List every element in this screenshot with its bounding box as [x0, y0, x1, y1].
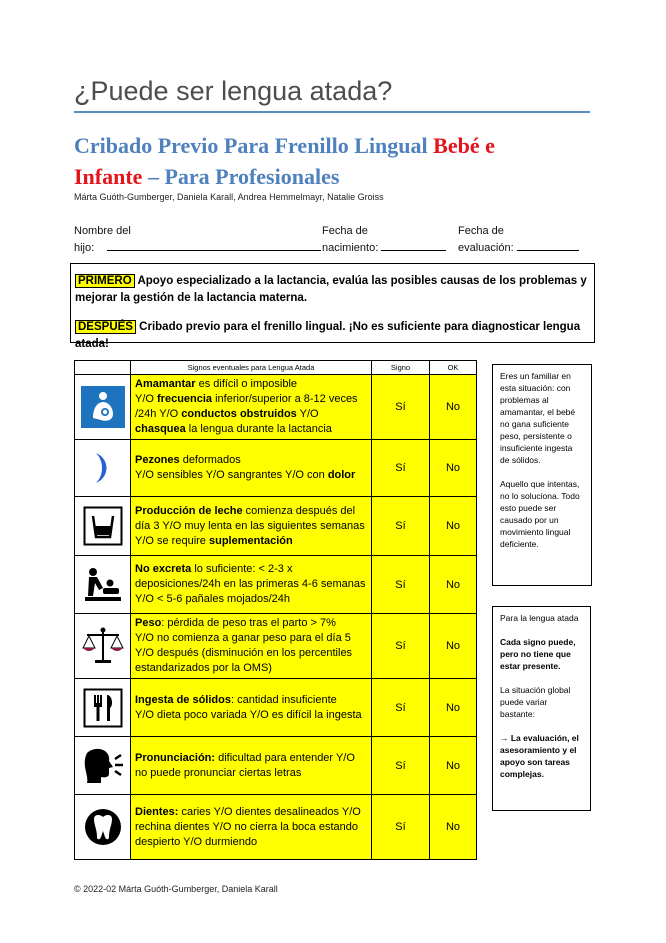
speaking-head-icon [75, 747, 130, 785]
sign-icon-cell [75, 679, 131, 737]
table-row [75, 497, 477, 556]
sign-text: dificultad para entender Y/O no puede pronunciar ciertas letras [135, 751, 355, 779]
sign-text: es difícil o imposible [195, 378, 298, 390]
then-tag: DESPUÉS [75, 320, 136, 334]
signs-table [74, 360, 477, 860]
birth-date-line[interactable] [381, 239, 446, 251]
scale-icon [75, 626, 130, 666]
then-text: Cribado previo para el frenillo lingual. ¡No es suficiente para diagnosticar lengua atada! [75, 321, 581, 350]
subtitle-part-4: – Para Profesionales [147, 164, 340, 189]
eval-date-field[interactable] [458, 223, 579, 256]
sign-description [131, 440, 372, 497]
intro-box [70, 263, 595, 350]
subtitle-part-1: Cribado Previo Para Frenillo Lingual [74, 133, 428, 158]
sign-yes-cell[interactable]: Sí [372, 679, 430, 737]
family-info-p1: Eres un familiar en esta situación: con problemas al amamantar, el bebé no gana suficiente peso, persistente o insuficiente ingesta de sólidos. [500, 371, 576, 465]
header-icon-cell [75, 361, 131, 375]
eval-date-label-2: evaluación: [458, 242, 514, 254]
intro-first [75, 273, 590, 307]
header-sign: Signo [372, 361, 430, 375]
sign-keyword: conductos obstruidos [181, 408, 297, 420]
tongue-info-p1: Para la lengua atada [500, 613, 579, 623]
sign-text: Y/O [296, 408, 319, 420]
child-name-field[interactable] [74, 223, 321, 256]
sign-yes-cell[interactable]: Sí [372, 440, 430, 497]
sign-yes-cell[interactable]: Sí [372, 795, 430, 860]
diaper-change-icon [75, 566, 130, 604]
header-ok: OK [430, 361, 477, 375]
sign-no-cell[interactable]: No [430, 679, 477, 737]
first-tag: PRIMERO [75, 274, 135, 288]
sign-icon-cell [75, 737, 131, 795]
sign-keyword: Dientes: [135, 805, 179, 818]
sign-no-cell[interactable]: No [430, 440, 477, 497]
sign-keyword: Ingesta de sólidos [135, 693, 231, 706]
table-row [75, 375, 477, 440]
sign-no-cell[interactable]: No [430, 737, 477, 795]
sign-keyword: frecuencia [157, 393, 213, 405]
sign-keyword: suplementación [208, 534, 293, 547]
birth-date-label-2: nacimiento: [322, 242, 379, 254]
sign-no-cell[interactable]: No [430, 375, 477, 440]
sign-keyword: chasquea [135, 423, 186, 435]
sign-icon-cell [75, 375, 131, 440]
sign-yes-cell[interactable]: Sí [372, 556, 430, 614]
sign-yes-cell[interactable]: Sí [372, 614, 430, 679]
sign-yes-cell[interactable]: Sí [372, 497, 430, 556]
first-text: Apoyo especializado a la lactancia, evalúa las posibles causas de los problemas y mejorar la gestión de la lactancia materna. [75, 275, 587, 304]
sign-text: lo suficiente: < 2-3 x deposiciones/24h en las primeras 4-6 semanas Y/O < 5-6 pañales mojados/24h [135, 563, 366, 605]
sign-description [131, 737, 372, 795]
subtitle-part-3: Infante [74, 164, 143, 189]
tooth-icon [75, 807, 130, 847]
sign-text: Y/O con [282, 469, 328, 481]
sign-text: : cantidad insuficiente [230, 693, 337, 706]
child-name-label-1: Nombre del [74, 225, 131, 237]
tongue-info-p4: → La evaluación, el asesoramiento y el apoyo son tareas complejas. [500, 733, 579, 779]
sign-keyword: Pezones [135, 454, 180, 466]
table-row [75, 737, 477, 795]
family-info-p2: Aquello que intentas, no lo soluciona. Todo esto puede ser causado por un movimiento lingual deficiente. [500, 479, 580, 549]
fork-knife-icon [75, 688, 130, 728]
sign-no-cell[interactable]: No [430, 497, 477, 556]
sign-text: : pérdida de peso tras el parto > 7% [161, 617, 336, 629]
sign-text: la lengua durante la lactancia [185, 423, 332, 435]
birth-date-field[interactable] [322, 223, 446, 256]
birth-date-label-1: Fecha de [322, 225, 368, 237]
breastfeeding-icon [75, 386, 130, 428]
sign-keyword: dolor [327, 469, 356, 481]
sign-text: Y/O no comienza a ganar peso para el día 5 Y/O después (disminución en los percentiles estandarizados por la OMS) [135, 632, 353, 674]
title-divider [74, 111, 590, 113]
footer-copyright: © 2022-02 Márta Guóth-Gumberger, Daniela Karall [74, 884, 278, 894]
tongue-info-p2: Cada signo puede, pero no tiene que estar presente. [500, 637, 576, 671]
sign-description [131, 375, 372, 440]
eval-date-line[interactable] [517, 239, 579, 251]
sign-icon-cell [75, 614, 131, 679]
page-title: ¿Puede ser lengua atada? [74, 76, 393, 106]
sign-keyword: No excreta [135, 563, 192, 575]
sign-description [131, 614, 372, 679]
sign-icon-cell [75, 440, 131, 497]
table-header-row [75, 361, 477, 375]
sign-text: deformados [179, 454, 241, 466]
sign-keyword: Amamantar [135, 378, 196, 390]
sign-icon-cell [75, 497, 131, 556]
intro-then [75, 319, 590, 353]
authors: Márta Guóth-Gumberger, Daniela Karall, Andrea Hemmelmayr, Natalie Groiss [74, 192, 384, 202]
sign-description [131, 497, 372, 556]
header-signs: Signos eventuales para Lengua Atada [131, 361, 372, 375]
sign-yes-cell[interactable]: Sí [372, 737, 430, 795]
sign-description [131, 795, 372, 860]
sign-text: caries Y/O dientes desalineados Y/O rechina dientes Y/O no cierra la boca estando despierto Y/O durmiendo [135, 805, 361, 848]
sign-icon-cell [75, 556, 131, 614]
milk-glass-icon [75, 506, 130, 546]
table-row [75, 614, 477, 679]
sign-text: comienza después del día 3 Y/O muy lenta en las siguientes semanas Y/O se require [135, 504, 365, 547]
sign-keyword: Pronunciación: [135, 751, 216, 764]
sign-text: Y/O sensibles Y/O sangrantes [135, 469, 283, 481]
table-row [75, 556, 477, 614]
sign-keyword: Peso [135, 617, 162, 629]
nipple-icon [75, 451, 130, 485]
sign-text: Y/O [135, 393, 158, 405]
sign-yes-cell[interactable]: Sí [372, 375, 430, 440]
sign-keyword: Producción de leche [135, 504, 243, 517]
family-info-box [492, 364, 592, 586]
tongue-tie-info-box [492, 606, 591, 811]
document-subtitle [74, 130, 594, 192]
subtitle-part-2: Bebé e [433, 133, 495, 158]
sign-no-cell[interactable]: No [430, 614, 477, 679]
sign-icon-cell [75, 795, 131, 860]
sign-text: Y/O dieta poco variada Y/O es difícil la ingesta [135, 708, 362, 721]
eval-date-label-1: Fecha de [458, 225, 504, 237]
sign-description [131, 556, 372, 614]
tongue-info-p3: La situación global puede variar bastante: [500, 685, 571, 719]
table-row [75, 795, 477, 860]
sign-no-cell[interactable]: No [430, 795, 477, 860]
sign-description [131, 679, 372, 737]
child-name-line[interactable] [107, 239, 321, 251]
table-row [75, 440, 477, 497]
child-name-label-2: hijo: [74, 242, 95, 254]
sign-no-cell[interactable]: No [430, 556, 477, 614]
sign-text: inferior/superior a 8-12 veces /24h Y/O [135, 393, 358, 420]
table-row [75, 679, 477, 737]
